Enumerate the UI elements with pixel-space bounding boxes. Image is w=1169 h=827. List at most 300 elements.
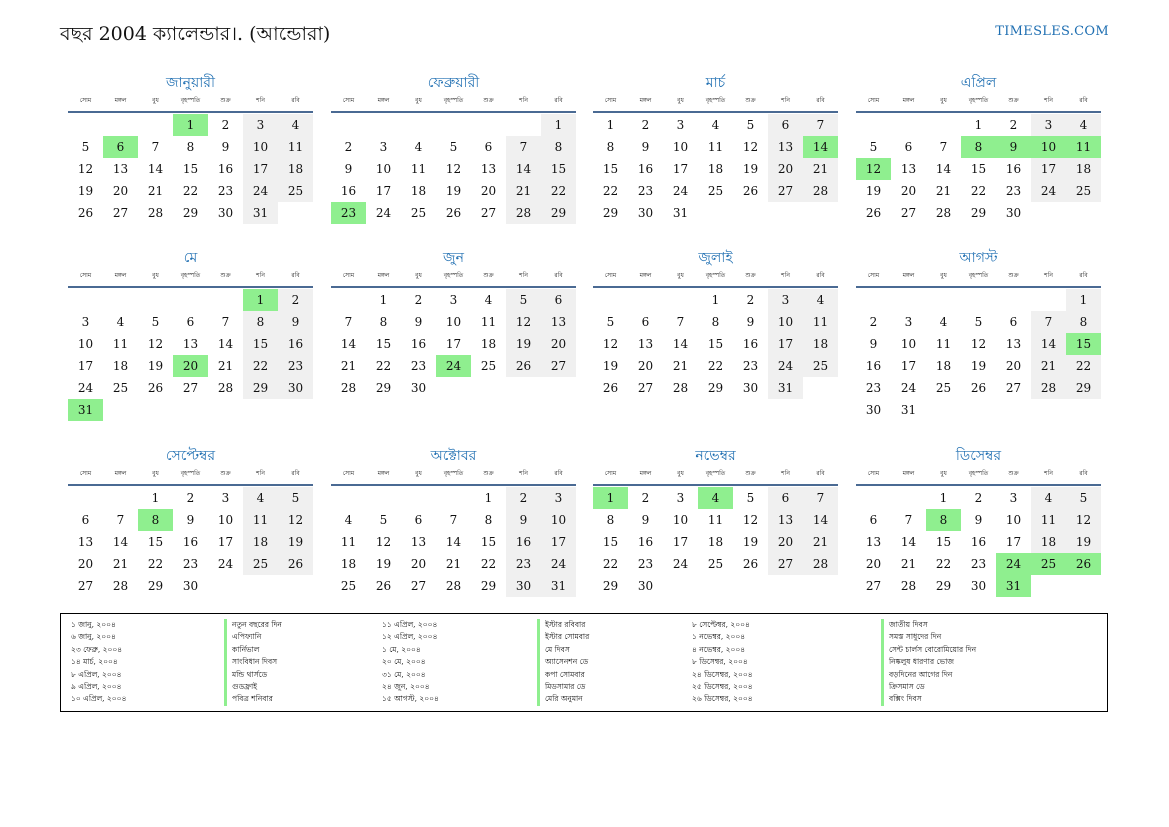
day-cell: 14 (506, 158, 541, 180)
day-cell: 2 (974, 491, 983, 505)
month-6 (331, 247, 576, 399)
day-cell: 16 (340, 184, 357, 198)
weekday-label: বৃহস্পতি (180, 272, 201, 279)
weekday-label: মঙ্গল (902, 470, 915, 477)
day-cell: 7 (116, 513, 125, 527)
day-cell: 22 (1066, 355, 1101, 377)
weekday-header (593, 94, 838, 113)
day-cell: 30 (742, 381, 759, 395)
day-grid (68, 289, 313, 421)
day-cell: 8 (379, 315, 388, 329)
site-link[interactable]: TIMESLES.COM (995, 24, 1109, 39)
weekday-label: বৃহস্পতি (443, 470, 464, 477)
day-cell: 9 (974, 513, 983, 527)
day-cell: 12 (506, 311, 541, 333)
day-cell: 1 (173, 114, 208, 136)
weekday-label: শনি (781, 470, 790, 477)
empty-cell (436, 114, 471, 136)
day-cell: 19 (147, 359, 164, 373)
weekday-label: বুধ (940, 97, 947, 104)
day-cell: 2 (1009, 118, 1018, 132)
weekday-label: শনি (519, 97, 528, 104)
day-cell: 28 (900, 579, 917, 593)
day-cell: 29 (375, 381, 392, 395)
empty-cell (208, 289, 243, 311)
day-cell: 16 (865, 359, 882, 373)
day-cell: 27 (112, 206, 129, 220)
day-cell: 4 (344, 513, 353, 527)
empty-cell (401, 487, 436, 509)
weekday-label: বৃহস্পতি (968, 470, 989, 477)
day-cell: 6 (904, 140, 913, 154)
weekday-label: শনি (1044, 97, 1053, 104)
day-cell: 10 (768, 311, 803, 333)
day-cell: 10 (900, 337, 917, 351)
day-cell: 15 (182, 162, 199, 176)
weekday-label: রবি (291, 272, 300, 279)
day-grid (331, 289, 576, 399)
day-cell: 26 (375, 579, 392, 593)
day-cell: 24 (243, 180, 278, 202)
day-cell: 21 (340, 359, 357, 373)
day-cell: 27 (410, 579, 427, 593)
weekday-label: সোম (867, 470, 880, 477)
day-cell: 20 (541, 333, 576, 355)
day-cell: 27 (637, 381, 654, 395)
day-cell: 18 (707, 535, 724, 549)
day-cell: 4 (116, 315, 125, 329)
day-cell: 13 (637, 337, 654, 351)
day-cell: 4 (1066, 114, 1101, 136)
day-cell: 22 (480, 557, 497, 571)
day-cell: 5 (379, 513, 388, 527)
day-cell: 2 (414, 293, 423, 307)
day-cell: 23 (742, 359, 759, 373)
weekday-label: শনি (781, 272, 790, 279)
day-cell: 11 (803, 311, 838, 333)
day-cell: 9 (869, 337, 878, 351)
page-title: বছর 2004 ক্যালেন্ডার।. (আন্ডোরা) (60, 23, 331, 45)
day-cell: 31 (672, 206, 689, 220)
weekday-header (331, 94, 576, 113)
day-cell: 15 (243, 333, 278, 355)
day-cell: 18 (410, 184, 427, 198)
weekday-label: শুক্র (220, 470, 231, 477)
day-cell: 25 (278, 180, 313, 202)
day-grid (68, 114, 313, 224)
day-cell: 23 (410, 359, 427, 373)
day-cell: 12 (375, 535, 392, 549)
day-cell: 29 (602, 579, 619, 593)
weekday-header (856, 94, 1101, 113)
day-cell: 10 (243, 136, 278, 158)
day-cell: 1 (711, 293, 720, 307)
day-cell: 12 (970, 337, 987, 351)
weekday-label: শুক্র (1008, 470, 1019, 477)
empty-cell (926, 289, 961, 311)
day-cell: 13 (541, 311, 576, 333)
weekday-label: রবি (1079, 97, 1088, 104)
day-cell: 29 (707, 381, 724, 395)
holiday-name: কার্নিভাল (224, 644, 282, 656)
day-cell: 26 (445, 206, 462, 220)
day-cell: 14 (340, 337, 357, 351)
day-cell: 28 (803, 553, 838, 575)
day-cell: 19 (506, 333, 541, 355)
day-cell: 26 (506, 355, 541, 377)
day-cell: 27 (77, 579, 94, 593)
day-cell: 27 (541, 355, 576, 377)
day-cell: 9 (278, 311, 313, 333)
day-cell: 15 (602, 535, 619, 549)
weekday-label: সোম (604, 470, 617, 477)
day-cell: 1 (974, 118, 983, 132)
day-cell: 27 (900, 206, 917, 220)
day-cell: 5 (606, 315, 615, 329)
day-cell: 11 (410, 162, 427, 176)
day-cell: 15 (480, 535, 497, 549)
day-cell: 6 (103, 136, 138, 158)
day-cell: 21 (803, 158, 838, 180)
day-cell: 3 (379, 140, 388, 154)
day-cell: 11 (1066, 136, 1101, 158)
weekday-header (331, 467, 576, 486)
day-cell: 15 (1066, 333, 1101, 355)
day-cell: 22 (182, 184, 199, 198)
weekday-label: সোম (79, 97, 92, 104)
day-cell: 20 (768, 158, 803, 180)
weekday-label: রবি (1079, 272, 1088, 279)
day-cell: 20 (77, 557, 94, 571)
holiday-name: নতুন বছরের দিন (224, 619, 282, 631)
weekday-label: মঙ্গল (114, 97, 127, 104)
day-cell: 16 (637, 535, 654, 549)
month-name: অক্টোবর (430, 448, 477, 464)
day-cell: 23 (278, 355, 313, 377)
holiday-name: মে দিবস (537, 644, 589, 656)
month-name: মার্চ (705, 75, 726, 91)
day-cell: 5 (974, 315, 983, 329)
day-cell: 21 (935, 184, 952, 198)
day-cell: 3 (81, 315, 90, 329)
weekday-label: শুক্র (745, 272, 756, 279)
day-cell: 30 (217, 206, 234, 220)
month-1 (68, 72, 313, 224)
day-cell: 26 (77, 206, 94, 220)
holiday-date: ১৫ আগস্ট, ২০০৪ (382, 694, 439, 704)
day-cell: 16 (742, 337, 759, 351)
day-cell: 7 (803, 487, 838, 509)
holiday-dates-col-1 (71, 619, 126, 706)
day-cell: 28 (1031, 377, 1066, 399)
month-12 (856, 445, 1101, 597)
day-cell: 7 (151, 140, 160, 154)
day-cell: 12 (77, 162, 94, 176)
day-cell: 26 (1066, 553, 1101, 575)
day-cell: 28 (112, 579, 129, 593)
day-cell: 11 (707, 140, 724, 154)
weekday-label: বুধ (415, 97, 422, 104)
day-cell: 2 (186, 491, 195, 505)
day-cell: 14 (900, 535, 917, 549)
day-cell: 5 (506, 289, 541, 311)
day-cell: 19 (865, 184, 882, 198)
day-cell: 1 (243, 289, 278, 311)
day-cell: 5 (151, 315, 160, 329)
empty-cell (103, 289, 138, 311)
holiday-name: জাতীয় দিবস (881, 619, 976, 631)
holiday-date: ১ জানু, ২০০৪ (71, 620, 116, 629)
day-grid (593, 487, 838, 597)
day-cell: 9 (186, 513, 195, 527)
day-cell: 16 (1005, 162, 1022, 176)
day-cell: 5 (746, 491, 755, 505)
weekday-label: শুক্র (1008, 272, 1019, 279)
weekday-label: বৃহস্পতি (180, 97, 201, 104)
day-cell: 16 (506, 531, 541, 553)
day-cell: 23 (637, 184, 654, 198)
day-cell: 26 (970, 381, 987, 395)
day-cell: 24 (541, 553, 576, 575)
day-cell: 7 (221, 315, 230, 329)
day-cell: 30 (182, 579, 199, 593)
day-cell: 12 (856, 158, 891, 180)
weekday-label: শুক্র (483, 97, 494, 104)
holiday-name: গুডফ্রাই (224, 681, 282, 693)
day-grid (856, 114, 1101, 224)
day-cell: 6 (1009, 315, 1018, 329)
day-cell: 27 (865, 579, 882, 593)
day-cell: 20 (173, 355, 208, 377)
day-cell: 20 (865, 557, 882, 571)
day-cell: 19 (1066, 531, 1101, 553)
empty-cell (891, 487, 926, 509)
day-cell: 20 (768, 531, 803, 553)
day-cell: 10 (1005, 513, 1022, 527)
day-cell: 7 (676, 315, 685, 329)
day-cell: 28 (672, 381, 689, 395)
day-cell: 22 (541, 180, 576, 202)
day-cell: 7 (1031, 311, 1066, 333)
day-cell: 27 (182, 381, 199, 395)
day-cell: 18 (480, 337, 497, 351)
day-cell: 17 (77, 359, 94, 373)
weekday-label: শুক্র (220, 272, 231, 279)
day-cell: 14 (672, 337, 689, 351)
day-cell: 23 (217, 184, 234, 198)
day-cell: 14 (147, 162, 164, 176)
day-cell: 4 (414, 140, 423, 154)
day-cell: 7 (904, 513, 913, 527)
day-cell: 15 (375, 337, 392, 351)
weekday-label: শনি (256, 272, 265, 279)
weekday-label: শুক্র (745, 470, 756, 477)
day-cell: 4 (243, 487, 278, 509)
day-cell: 8 (243, 311, 278, 333)
month-10 (331, 445, 576, 597)
day-cell: 12 (445, 162, 462, 176)
empty-cell (331, 289, 366, 311)
day-cell: 2 (641, 491, 650, 505)
day-cell: 21 (112, 557, 129, 571)
holiday-names-col-2 (537, 619, 589, 706)
day-cell: 1 (484, 491, 493, 505)
day-cell: 13 (1005, 337, 1022, 351)
weekday-header (68, 467, 313, 486)
day-cell: 4 (939, 315, 948, 329)
day-cell: 10 (672, 513, 689, 527)
day-cell: 30 (278, 377, 313, 399)
holiday-date: ২৬ ডিসেম্বর, ২০০৪ (692, 694, 753, 704)
day-cell: 10 (541, 509, 576, 531)
day-cell: 12 (742, 140, 759, 154)
day-cell: 31 (68, 399, 103, 421)
day-cell: 25 (340, 579, 357, 593)
holiday-name: এপিফ্যানি (224, 631, 282, 643)
day-cell: 30 (637, 579, 654, 593)
day-cell: 21 (1031, 355, 1066, 377)
day-cell: 8 (186, 140, 195, 154)
day-cell: 25 (1031, 553, 1066, 575)
weekday-header (856, 269, 1101, 288)
day-cell: 8 (541, 136, 576, 158)
day-cell: 25 (707, 557, 724, 571)
day-cell: 30 (637, 206, 654, 220)
weekday-label: বৃহস্পতি (705, 272, 726, 279)
day-cell: 18 (340, 557, 357, 571)
day-cell: 3 (221, 491, 230, 505)
weekday-label: মঙ্গল (114, 470, 127, 477)
weekday-label: রবি (1079, 470, 1088, 477)
day-cell: 8 (961, 136, 996, 158)
day-cell: 3 (768, 289, 803, 311)
day-cell: 6 (414, 513, 423, 527)
day-cell: 23 (331, 202, 366, 224)
day-cell: 21 (147, 184, 164, 198)
day-cell: 31 (996, 575, 1031, 597)
holiday-dates-col-3 (692, 619, 753, 706)
weekday-label: শুক্র (745, 97, 756, 104)
weekday-label: বুধ (152, 470, 159, 477)
empty-cell (471, 114, 506, 136)
day-cell: 30 (865, 403, 882, 417)
holiday-date: ১ মে, ২০০৪ (382, 644, 421, 654)
day-cell: 28 (506, 202, 541, 224)
holiday-name: ইস্টার রবিবার (537, 619, 589, 631)
empty-cell (663, 289, 698, 311)
day-cell: 27 (768, 553, 803, 575)
day-cell: 9 (414, 315, 423, 329)
day-cell: 5 (278, 487, 313, 509)
holiday-name: নিষ্কলুষ ধারণার ভোজ (881, 656, 976, 668)
day-cell: 10 (375, 162, 392, 176)
empty-cell (138, 114, 173, 136)
holiday-name: ক্রিসমাস ডে (881, 681, 976, 693)
day-cell: 14 (445, 535, 462, 549)
holiday-name: সেন্ট চার্লস বোরোমিয়োর দিন (881, 644, 976, 656)
month-3 (593, 72, 838, 224)
holiday-date: ৮ ডিসেম্বর, ২০০৪ (692, 657, 748, 667)
weekday-label: শুক্র (220, 97, 231, 104)
weekday-label: বৃহস্পতি (705, 97, 726, 104)
day-cell: 17 (445, 337, 462, 351)
day-cell: 19 (742, 535, 759, 549)
day-cell: 17 (243, 158, 278, 180)
day-cell: 9 (344, 162, 353, 176)
day-cell: 10 (1031, 136, 1066, 158)
month-name: আগস্ট (959, 250, 998, 266)
month-4 (856, 72, 1101, 224)
day-cell: 8 (484, 513, 493, 527)
day-grid (856, 289, 1101, 421)
day-cell: 17 (541, 531, 576, 553)
holiday-date: ১১ এপ্রিল, ২০০৪ (382, 620, 438, 629)
weekday-label: মঙ্গল (902, 272, 915, 279)
day-cell: 22 (707, 359, 724, 373)
day-cell: 4 (698, 487, 733, 509)
day-cell: 20 (112, 184, 129, 198)
day-cell: 24 (77, 381, 94, 395)
day-cell: 21 (445, 557, 462, 571)
holiday-date: ৪ নভেম্বর, ২০০৪ (692, 644, 746, 654)
weekday-label: রবি (554, 470, 563, 477)
weekday-label: মঙ্গল (114, 272, 127, 279)
weekday-label: সোম (342, 97, 355, 104)
holiday-name: সাংবিধান দিবস (224, 656, 282, 668)
empty-cell (366, 487, 401, 509)
weekday-label: রবি (816, 272, 825, 279)
day-cell: 9 (506, 509, 541, 531)
day-cell: 23 (970, 557, 987, 571)
empty-cell (628, 289, 663, 311)
holiday-date: ৯ এপ্রিল, ২০০৪ (71, 681, 122, 691)
empty-cell (856, 289, 891, 311)
day-cell: 13 (112, 162, 129, 176)
day-cell: 8 (1066, 311, 1101, 333)
empty-cell (138, 289, 173, 311)
weekday-label: বৃহস্পতি (968, 272, 989, 279)
day-cell: 11 (1031, 509, 1066, 531)
holiday-date: ১০ এপ্রিল, ২০০৪ (71, 694, 127, 704)
weekday-label: বুধ (677, 272, 684, 279)
day-cell: 1 (593, 487, 628, 509)
holiday-date: ১৪ মার্চ, ২০০৪ (71, 657, 118, 667)
day-cell: 7 (449, 513, 458, 527)
day-cell: 22 (147, 557, 164, 571)
day-cell: 19 (77, 184, 94, 198)
day-cell: 1 (151, 491, 160, 505)
weekday-label: শুক্র (483, 272, 494, 279)
day-cell: 27 (768, 180, 803, 202)
day-cell: 17 (1031, 158, 1066, 180)
month-11 (593, 445, 838, 597)
month-name: জানুয়ারী (166, 75, 215, 91)
empty-cell (856, 114, 891, 136)
weekday-label: বৃহস্পতি (705, 470, 726, 477)
day-cell: 8 (138, 509, 173, 531)
holiday-name: ইস্টার সোমবার (537, 631, 589, 643)
day-grid (593, 289, 838, 399)
day-cell: 22 (375, 359, 392, 373)
empty-cell (436, 487, 471, 509)
day-cell: 15 (970, 162, 987, 176)
day-cell: 21 (900, 557, 917, 571)
holiday-date: ২৫ ডিসেম্বর, ২০০৪ (692, 681, 753, 691)
weekday-header (593, 269, 838, 288)
day-cell: 24 (672, 184, 689, 198)
weekday-label: শুক্র (1008, 97, 1019, 104)
day-cell: 15 (147, 535, 164, 549)
